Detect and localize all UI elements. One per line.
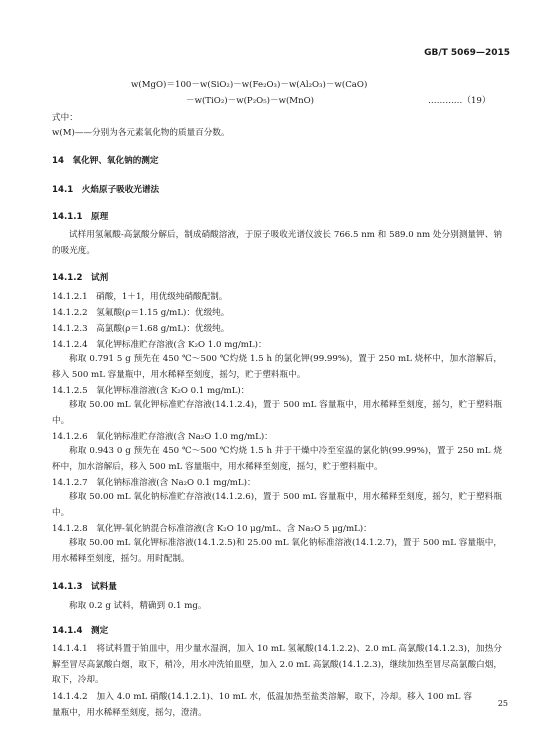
reagent-14-1-2-6-text: 称取 0.943 0 g 预先在 450 ℃～500 ℃灼烧 1.5 h 并于干燥中冷至室温的氯化钠(99.99%)，置于 250 mL 烧杯中，加水溶解后，移入 500 mL 容量瓶中，用水稀释至刻度，摇匀，贮于塑料瓶中。 [52,446,502,472]
reagent-14-1-2-3: 14.1.2.3 高氯酸(ρ＝1.68 g/mL)：优级纯。 [52,324,230,334]
formula-note-definition: w(M)——分别为各元素氧化物的质量百分数。 [52,128,230,138]
reagent-14-1-2-8: 14.1.2.8 氧化钾-氧化钠混合标准溶液(含 K₂O 10 μg/mL、含 Na₂O 5 μg/mL)： [52,524,372,534]
reagent-14-1-2-7-text: 移取 50.00 mL 氧化钠标准贮存溶液(14.1.2.6)，置于 500 mL 容量瓶中，用水稀释至刻度，摇匀，贮于塑料瓶中。 [52,492,502,518]
reagent-14-1-2-4-text: 称取 0.791 5 g 预先在 450 ℃～500 ℃灼烧 1.5 h 的氯化钾(99.99%)，置于 250 mL 烧杯中，加水溶解后，移入 500 mL 容量瓶中，用水稀释至刻度，摇匀，贮于塑料瓶中。 [52,354,502,380]
page-number: 25 [497,699,508,708]
reagent-14-1-2-7: 14.1.2.7 氧化钠标准溶液(含 Na₂O 0.1 mg/mL)： [52,478,256,488]
section-heading-14-1-3: 14.1.3 试料量 [52,582,117,592]
procedure-14-1-4-2: 14.1.4.2 加入 4.0 mL 硝酸(14.1.2.1)、10 mL 水，低温加热至盐类溶解，取下，冷却。移入 100 mL 容量瓶中，用水稀释至刻度，摇匀，澄清。 [52,692,472,718]
reagent-14-1-2-5: 14.1.2.5 氧化钾标准溶液(含 K₂O 0.1 mg/mL)： [52,386,250,396]
reagent-14-1-2-8-text: 移取 50.00 mL 氧化钾标准溶液(14.1.2.5)和 25.00 mL 氧化钠标准溶液(14.1.2.7)，置于 500 mL 容量瓶中，用水稀释至刻度，摇匀。用时配制。 [52,538,502,564]
sample-amount-text: 称取 0.2 g 试料，精确到 0.1 mg。 [69,601,207,611]
section-heading-14-1-1: 14.1.1 原理 [52,212,109,222]
reagent-14-1-2-1: 14.1.2.1 硝酸，1＋1，用优级纯硝酸配制。 [52,292,228,302]
formula-line-2: －w(TiO₂)－w(P₂O₅)－w(MnO) [186,96,315,106]
section-heading-14-1-2: 14.1.2 试剂 [52,273,109,283]
formula-number: …………（19） [428,96,491,106]
section-heading-14-1: 14.1 火焰原子吸收光谱法 [52,185,160,195]
reagent-14-1-2-6: 14.1.2.6 氧化钠标准贮存溶液(含 Na₂O 1.0 mg/mL)： [52,432,273,442]
formula-note-lead: 式中： [52,113,78,123]
standard-code: GB/T 5069—2015 [424,48,510,58]
section-heading-14: 14 氧化钾、氧化钠的测定 [52,156,159,166]
formula-line-1: w(MgO)＝100－w(SiO₂)－w(Fe₂O₃)－w(Al₂O₃)－w(CaO) [131,80,368,90]
principle-text: 试样用氢氟酸-高氯酸分解后，制成硝酸溶液，于原子吸收光谱仪波长 766.5 nm 和 589.0 nm 处分别测量钾、钠的吸光度。 [52,230,502,256]
section-heading-14-1-4: 14.1.4 测定 [52,626,109,636]
reagent-14-1-2-5-text: 移取 50.00 mL 氧化钾标准贮存溶液(14.1.2.4)，置于 500 mL 容量瓶中，用水稀释至刻度，摇匀，贮于塑料瓶中。 [52,400,502,426]
procedure-14-1-4-1: 14.1.4.1 将试料置于铂皿中，用少量水湿润，加入 10 mL 氢氟酸(14.1.2.2)、2.0 mL 高氯酸(14.1.2.3)，加热分解至冒尽高氯酸白烟，取下，稍冷，用水冲洗铂皿壁，加入 2.0 mL 高氯酸(14.1.2.3)，继续加热至冒尽高氯酸白烟，取下，冷却。 [52,644,502,685]
reagent-14-1-2-4: 14.1.2.4 氧化钾标准贮存溶液(含 K₂O 1.0 mg/mL)： [52,340,267,350]
reagent-14-1-2-2: 14.1.2.2 氢氟酸(ρ＝1.15 g/mL)：优级纯。 [52,308,230,318]
